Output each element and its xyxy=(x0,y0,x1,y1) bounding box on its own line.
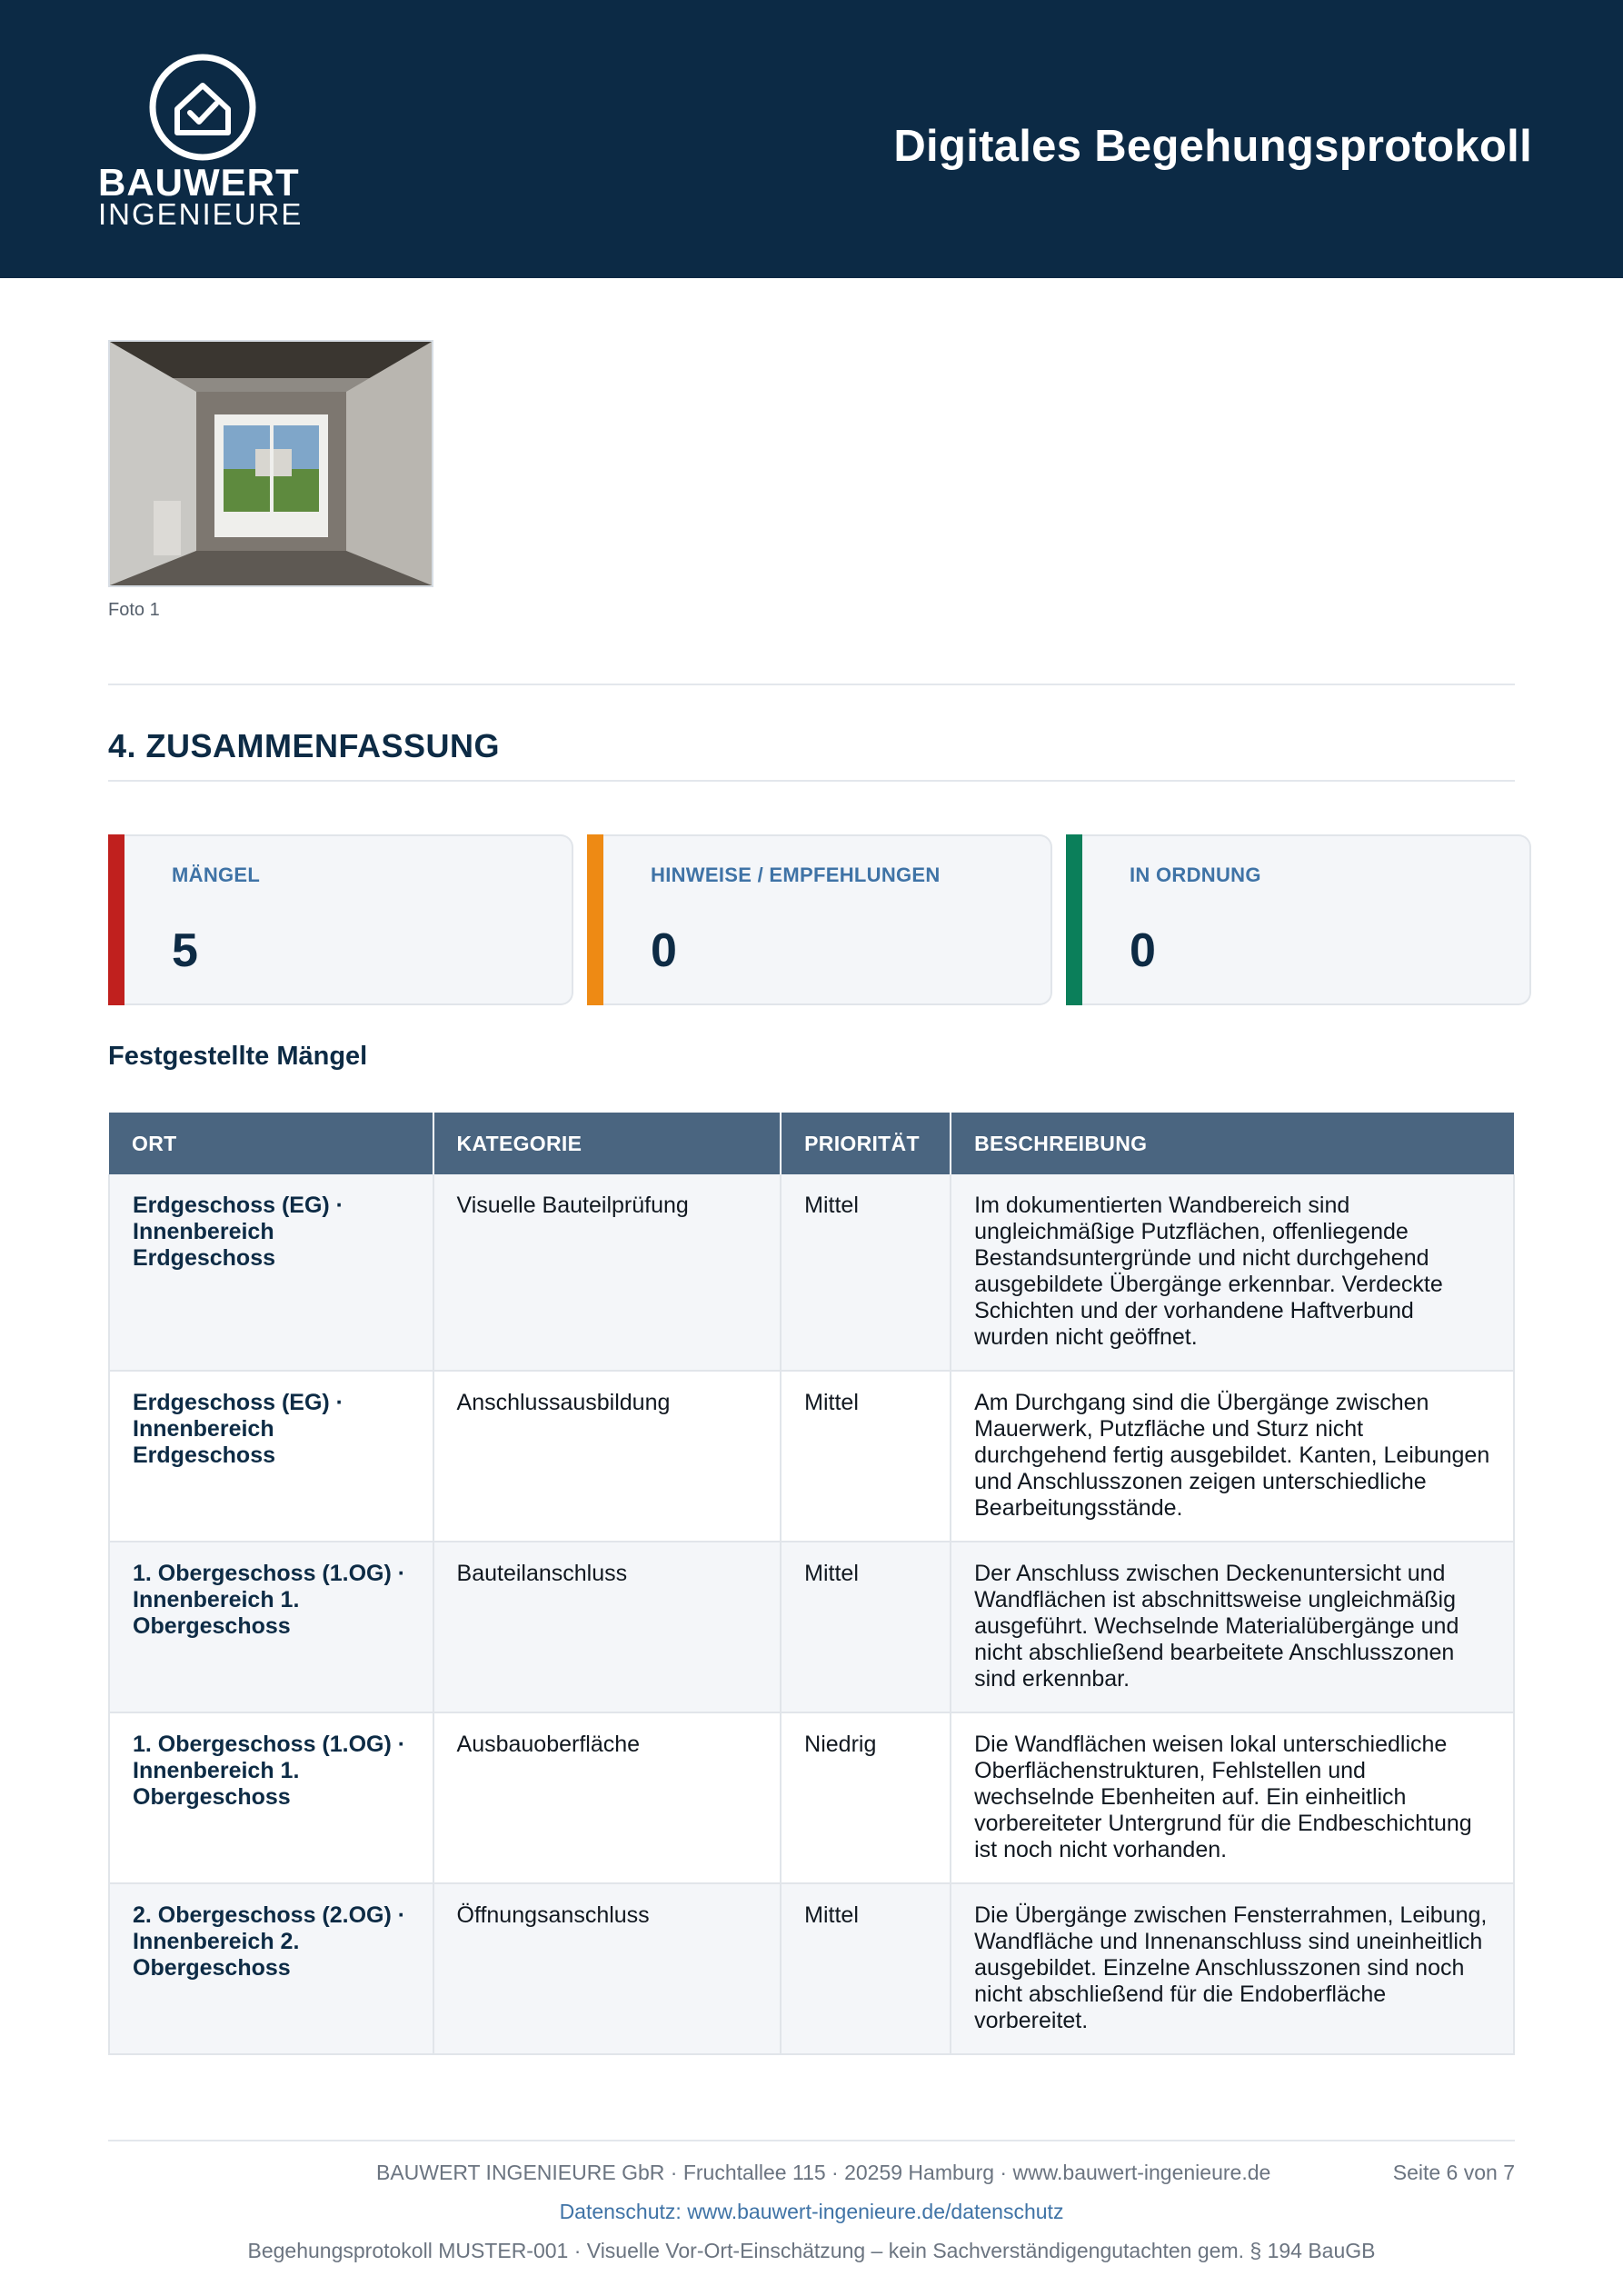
cell-beschreibung: Der Anschluss zwischen Deckenuntersicht und Wandflächen ist abschnittsweise ungleichmäßig ausgeführt. Wechselnde Materialübergänge und nicht abschließend bearbeitete Anschlusszonen sind erkennbar. xyxy=(951,1542,1514,1712)
summary-card-in-ordnung xyxy=(1082,834,1531,1005)
column-header-prioritaet: PRIORITÄT xyxy=(781,1113,951,1174)
summary-card-hinweise xyxy=(603,834,1052,1005)
cell-beschreibung: Die Wandflächen weisen lokal unterschiedliche Oberflächenstrukturen, Fehlstellen und wechselnde Ebenheiten auf. Ein einheitlich vorbereiteter Untergrund für die Endbeschichtung ist noch nicht vorhanden. xyxy=(951,1712,1514,1883)
table-row xyxy=(109,1712,1514,1883)
table-header-row xyxy=(109,1113,1514,1174)
section-title: 4. ZUSAMMENFASSUNG xyxy=(108,727,501,764)
cell-ort: Erdgeschoss (EG) · Innenbereich Erdgeschoss xyxy=(109,1371,433,1542)
divider xyxy=(108,684,1515,685)
cell-kategorie: Anschlussausbildung xyxy=(433,1371,782,1542)
cell-kategorie: Ausbauoberfläche xyxy=(433,1712,782,1883)
card-label: IN ORDNUNG xyxy=(1130,863,1261,886)
column-header-beschreibung: BESCHREIBUNG xyxy=(951,1113,1514,1174)
cell-ort: 2. Obergeschoss (2.OG) · Innenbereich 2. Obergeschoss xyxy=(109,1883,433,2054)
cell-kategorie: Bauteilanschluss xyxy=(433,1542,782,1712)
privacy-link[interactable]: Datenschutz: www.bauwert-ingenieure.de/datenschutz xyxy=(559,2200,1064,2223)
footer-divider xyxy=(108,2140,1515,2141)
company-logo xyxy=(98,53,307,235)
card-value: 0 xyxy=(1130,924,1156,977)
defects-heading: Festgestellte Mängel xyxy=(108,1042,368,1071)
cell-ort: 1. Obergeschoss (1.OG) · Innenbereich 1. Obergeschoss xyxy=(109,1542,433,1712)
divider xyxy=(108,780,1515,782)
photo-image xyxy=(110,342,432,585)
column-header-kategorie: KATEGORIE xyxy=(433,1113,782,1174)
footer-disclaimer: Begehungsprotokoll MUSTER-001 · Visuelle Vor-Ort-Einschätzung – kein Sachverständigengutachten gem. § 194 BauGB xyxy=(247,2239,1376,2262)
card-accent-bar xyxy=(108,834,124,1005)
defects-table xyxy=(108,1113,1515,2055)
card-label: HINWEISE / EMPFEHLUNGEN xyxy=(651,863,941,886)
table-row xyxy=(109,1542,1514,1712)
cell-beschreibung: Die Übergänge zwischen Fensterrahmen, Leibung, Wandfläche und Innenanschluss sind uneinheitlich ausgebildet. Einzelne Anschlusszonen sind noch nicht abschließend für die Endoberfläche vorbereitet. xyxy=(951,1883,1514,2054)
house-check-icon xyxy=(148,53,257,162)
logo-wordmark-line1: BAUWERT xyxy=(98,161,300,204)
cell-beschreibung: Im dokumentierten Wandbereich sind ungleichmäßige Putzflächen, offenliegende Bestandsuntergründe und nicht durchgehend ausgebildete Übergänge erkennbar. Verdeckte Schichten und der vorhandene Haftverbund wurden nicht geöffnet. xyxy=(951,1174,1514,1371)
cell-kategorie: Öffnungsanschluss xyxy=(433,1883,782,2054)
column-header-ort: ORT xyxy=(109,1113,433,1174)
page-number: Seite 6 von 7 xyxy=(1392,2161,1515,2184)
summary-card-maengel xyxy=(124,834,573,1005)
logo-wordmark-line2: INGENIEURE xyxy=(98,197,304,231)
card-value: 5 xyxy=(172,924,198,977)
document-title: Digitales Begehungsprotokoll xyxy=(893,122,1532,171)
cell-prioritaet: Mittel xyxy=(781,1883,951,2054)
footer-company-line: BAUWERT INGENIEURE GbR · Fruchtallee 115 · 20259 Hamburg · www.bauwert-ingenieure.de xyxy=(376,2161,1271,2184)
page-header xyxy=(0,0,1623,278)
cell-prioritaet: Mittel xyxy=(781,1371,951,1542)
table-row xyxy=(109,1883,1514,2054)
table-row xyxy=(109,1371,1514,1542)
cell-ort: Erdgeschoss (EG) · Innenbereich Erdgeschoss xyxy=(109,1174,433,1371)
cell-ort: 1. Obergeschoss (1.OG) · Innenbereich 1. Obergeschoss xyxy=(109,1712,433,1883)
card-accent-bar xyxy=(1066,834,1082,1005)
cell-prioritaet: Mittel xyxy=(781,1542,951,1712)
card-value: 0 xyxy=(651,924,677,977)
card-accent-bar xyxy=(587,834,603,1005)
cell-kategorie: Visuelle Bauteilprüfung xyxy=(433,1174,782,1371)
inspection-photo[interactable] xyxy=(108,340,433,587)
card-label: MÄNGEL xyxy=(172,863,261,886)
cell-prioritaet: Niedrig xyxy=(781,1712,951,1883)
photo-caption: Foto 1 xyxy=(108,600,160,620)
table-row xyxy=(109,1174,1514,1371)
cell-prioritaet: Mittel xyxy=(781,1174,951,1371)
cell-beschreibung: Am Durchgang sind die Übergänge zwischen Mauerwerk, Putzfläche und Sturz nicht durchgehend fertig ausgebildet. Kanten, Leibungen und Anschlusszonen zeigen unterschiedliche Bearbeitungsstände. xyxy=(951,1371,1514,1542)
